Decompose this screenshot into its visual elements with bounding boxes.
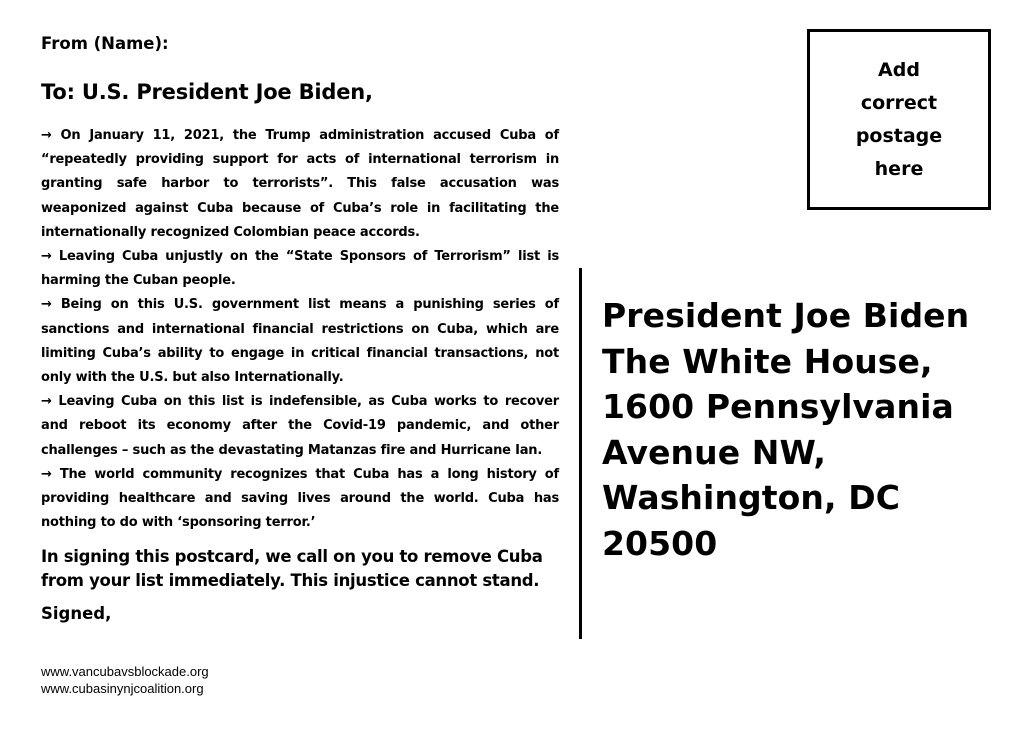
message-paragraph: → Leaving Cuba on this list is indefensible, as Cuba works to recover and reboot its economy after the Covid-19 pandemic, and other challenges – such as the devastating Matanzas fire and Hurricane Ian.: [41, 394, 559, 458]
address-line: 1600 Pennsylvania: [602, 387, 954, 426]
website-link[interactable]: www.vancubavsblockade.org: [41, 664, 209, 679]
address-line: President Joe Biden: [602, 296, 970, 335]
address-line: Avenue NW,: [602, 432, 826, 472]
address-line: 20500: [602, 523, 718, 563]
website-list: [41, 663, 209, 697]
address-line: The White House,: [602, 341, 933, 381]
postage-instructions: [839, 54, 959, 186]
call-to-action: In signing this postcard, we call on you to remove Cuba from your list immediately. This injustice cannot stand.: [41, 547, 543, 590]
postage-line: correct: [860, 91, 938, 114]
message-paragraph: → The world community recognizes that Cuba has a long history of providing healthcare and saving lives around the world. Cuba has nothing to do with ‘sponsoring terror.’: [41, 466, 559, 531]
postage-line: postage: [855, 124, 943, 147]
mailing-address: [602, 293, 1012, 566]
recipient-line: To: U.S. President Joe Biden,: [41, 80, 373, 104]
signed-label: Signed,: [41, 604, 112, 623]
vertical-divider: [579, 268, 582, 639]
from-name-label: From (Name):: [41, 34, 169, 53]
postage-line: Add: [878, 58, 920, 81]
message-body: [41, 124, 559, 535]
message-paragraph: → On January 11, 2021, the Trump administration accused Cuba of “repeatedly providing support for acts of international terrorism in granting safe harbor to terrorists”. This false accusation was weaponized against Cuba because of Cuba’s role in facilitating the internationally recognized Colombian peace accords.: [41, 128, 559, 240]
address-line: Washington, DC: [602, 478, 901, 517]
website-link[interactable]: www.cubasinynjcoalition.org: [41, 681, 204, 696]
message-paragraph: → Leaving Cuba unjustly on the “State Sponsors of Terrorism” list is harming the Cuban people.: [41, 249, 559, 289]
message-paragraph: → Being on this U.S. government list means a punishing series of sanctions and international financial restrictions on Cuba, which are limiting Cuba’s ability to engage in critical financial transactions, not only with the U.S. but also Internationally.: [41, 297, 559, 386]
postage-line: here: [874, 157, 924, 180]
postage-stamp-box: [807, 29, 991, 210]
